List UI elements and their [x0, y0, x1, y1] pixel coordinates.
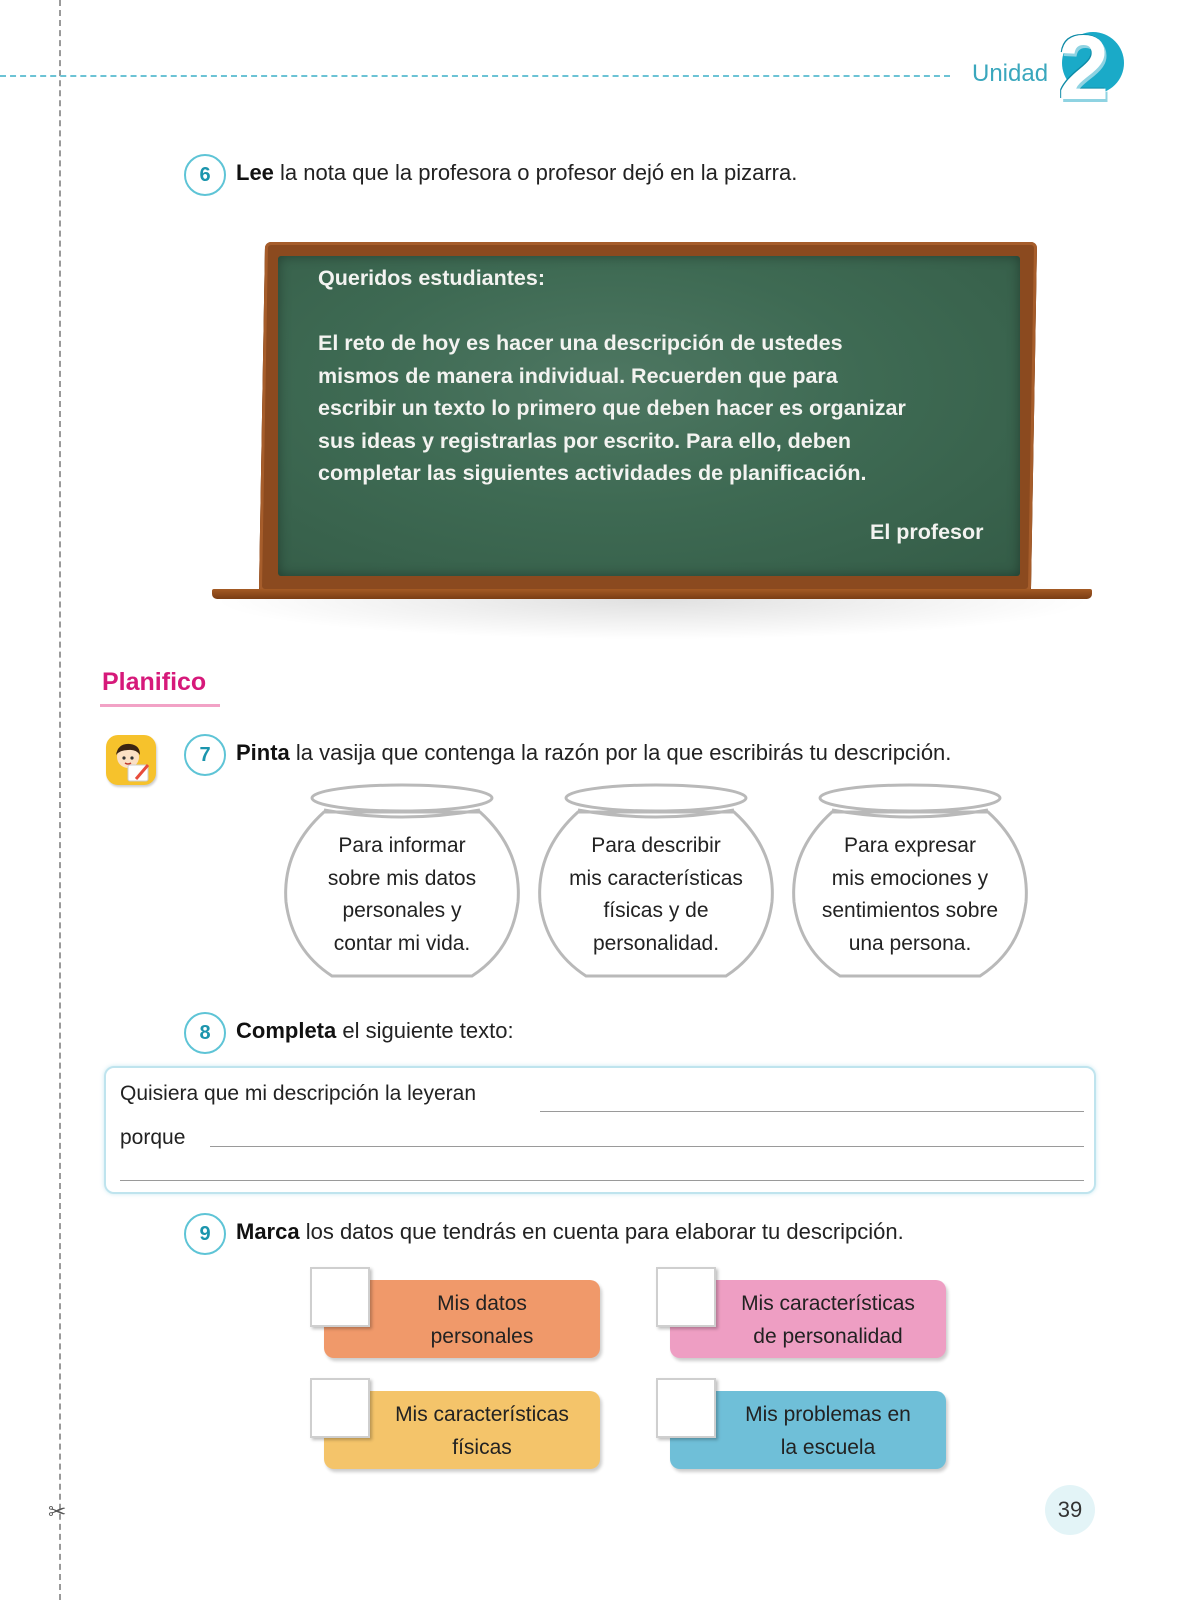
section-title: Planifico: [102, 668, 207, 696]
student-writing-icon: [106, 735, 156, 785]
vessel-option-1[interactable]: [282, 780, 522, 980]
option-line: físicas: [452, 1435, 512, 1459]
vessel-line: personalidad.: [592, 931, 720, 955]
cut-line: [59, 0, 61, 1600]
section-underline: [100, 704, 220, 707]
option-line: Mis características: [741, 1292, 915, 1315]
option-label: [710, 1288, 946, 1353]
vessel-line: Para expresar: [844, 834, 976, 857]
activity-6-text: la nota que la profesora o profesor dejó en la pizarra.: [273, 160, 798, 185]
option-label: [364, 1288, 600, 1353]
vessel-option-2[interactable]: [536, 780, 776, 980]
activity-9-number: 9: [184, 1213, 226, 1255]
option-label: [364, 1399, 600, 1464]
activity-9-instruction: [236, 1219, 904, 1245]
page-number: 39: [1057, 1497, 1083, 1522]
option-line: personales: [430, 1324, 534, 1348]
option-line: la escuela: [780, 1435, 876, 1459]
answer-line-3[interactable]: [120, 1180, 1084, 1181]
option-line: Mis datos: [437, 1292, 527, 1315]
note-line: mismos de manera individual. Recuerden que para: [318, 363, 838, 388]
note-signature: El profesor: [870, 520, 984, 544]
vessel-line: mis características: [569, 866, 743, 890]
activity-8-instruction: [236, 1018, 514, 1044]
activity-8-number: 8: [184, 1012, 226, 1054]
option-line: de personalidad: [753, 1324, 903, 1348]
activity-6-verb: Lee: [236, 160, 274, 185]
activity-9-verb: Marca: [236, 1219, 300, 1244]
answer-line-1[interactable]: [540, 1111, 1084, 1112]
activity-7-number: 7: [184, 734, 226, 776]
activity-7-instruction: [236, 740, 951, 766]
note-greeting: Queridos estudiantes:: [318, 266, 545, 290]
vessel-line: una persona.: [848, 931, 972, 955]
checkbox-datos-personales[interactable]: [310, 1267, 370, 1327]
activity-8-verb: Completa: [236, 1018, 337, 1043]
vessel-line: mis emociones y: [831, 866, 989, 890]
note-line: El reto de hoy es hacer una descripción de ustedes: [318, 331, 843, 355]
vessel-line: personales y: [342, 899, 462, 922]
note-line: sus ideas y registrarlas por escrito. Para ello, deben: [318, 428, 851, 453]
activity-6-instruction: [236, 160, 797, 186]
activity-7-verb: Pinta: [236, 740, 290, 765]
vessel-label: [292, 830, 512, 960]
note-line: completar las siguientes actividades de planificación.: [318, 461, 867, 485]
chalkboard-shelf: [212, 589, 1092, 599]
chalkboard-note: [318, 262, 988, 490]
activity-8-text: el siguiente texto:: [336, 1018, 514, 1043]
option-line: Mis problemas en: [745, 1403, 911, 1426]
completion-prefix-2: porque: [120, 1126, 186, 1149]
option-line: Mis características: [395, 1403, 569, 1426]
checkbox-problemas-escuela[interactable]: [656, 1378, 716, 1438]
checkbox-personalidad[interactable]: [656, 1267, 716, 1327]
vessel-option-3[interactable]: [790, 780, 1030, 980]
vessel-line: sentimientos sobre: [821, 899, 999, 922]
vessel-line: Para informar: [338, 834, 466, 857]
vessel-line: contar mi vida.: [333, 931, 471, 955]
vessel-label: [546, 830, 766, 960]
completion-prefix-1: Quisiera que mi descripción la leyeran: [120, 1082, 477, 1105]
unit-number: 2: [1058, 17, 1110, 119]
checkbox-fisicas[interactable]: [310, 1378, 370, 1438]
activity-6-number: 6: [184, 154, 226, 196]
header-dashed-line: [0, 75, 950, 77]
vessel-line: Para describir: [591, 834, 721, 857]
option-label: [710, 1399, 946, 1464]
answer-line-2[interactable]: [210, 1146, 1084, 1147]
vessel-label: [800, 830, 1020, 960]
vessel-line: sobre mis datos: [327, 866, 477, 890]
unit-label: Unidad: [972, 60, 1049, 87]
note-line: escribir un texto lo primero que deben hacer es organizar: [318, 396, 906, 420]
scissors-icon: ✂: [48, 1500, 67, 1525]
vessel-line: físicas y de: [603, 899, 709, 922]
activity-7-text: la vasija que contenga la razón por la que escribirás tu descripción.: [289, 740, 952, 765]
activity-9-text: los datos que tendrás en cuenta para elaborar tu descripción.: [299, 1219, 904, 1244]
